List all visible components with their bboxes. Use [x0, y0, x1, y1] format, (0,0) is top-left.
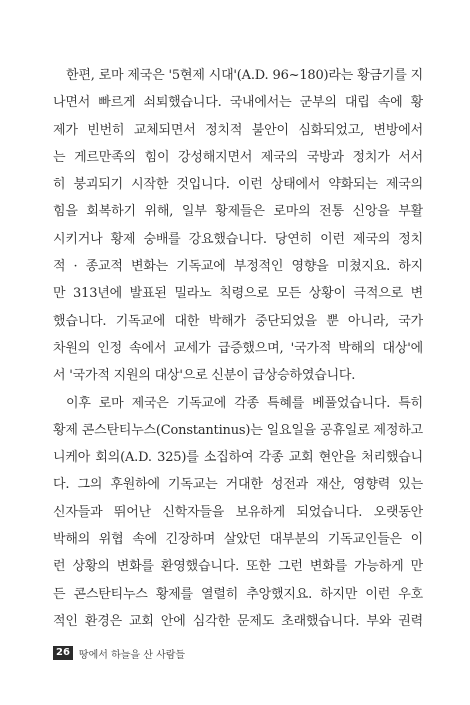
- text-line: 신자들과 뛰어난 신학자들을 보유하게 되었습니다. 오랫동안: [53, 504, 423, 520]
- text-line: 적 · 종교적 변화는 기독교에 부정적인 영향을 미쳤지요. 하지: [53, 259, 423, 275]
- text-line: 제가 빈번히 교체되면서 정치적 불안이 심화되었고, 변방에서: [53, 122, 423, 138]
- text-line: 히 붕괴되기 시작한 것입니다. 이런 상태에서 약화되는 제국의: [53, 177, 423, 193]
- text-line: 했습니다. 기독교에 대한 박해가 중단되었을 뿐 아니라, 국가: [53, 313, 423, 329]
- text-line: 서 '국가적 지원의 대상'으로 신분이 급상승하였습니다.: [53, 368, 356, 384]
- text-line: 든 콘스탄티누스 황제를 열렬히 추앙했지요. 하지만 이런 우호: [53, 586, 423, 602]
- text-line: 만 313년에 발표된 밀라노 칙령으로 모든 상황이 극적으로 변: [53, 286, 423, 302]
- text-line: 이후 로마 제국은 기독교에 각종 특혜를 베풀었습니다. 특히: [66, 395, 423, 411]
- text-line: 니케아 회의(A.D. 325)를 소집하여 각종 교회 현안을 처리했습니: [53, 450, 423, 466]
- text-line: 는 게르만족의 힘이 강성해지면서 제국의 국방과 정치가 서서: [53, 149, 423, 165]
- text-line: 런 상황의 변화를 환영했습니다. 또한 그런 변화를 가능하게 만: [53, 559, 423, 575]
- text-line: 박해의 위협 속에 긴장하며 살았던 대부분의 기독교인들은 이: [53, 532, 423, 548]
- text-line: 나면서 빠르게 쇠퇴했습니다. 국내에서는 군부의 대립 속에 황: [53, 95, 423, 111]
- page-footer: [53, 645, 185, 661]
- book-title: 땅에서 하늘을 산 사람들: [78, 649, 186, 661]
- text-line: 다. 그의 후원하에 기독교는 거대한 성전과 재산, 영향력 있는: [53, 477, 423, 493]
- page-number: 26: [53, 646, 73, 660]
- text-line: 시키거나 황제 숭배를 강요했습니다. 당연히 이런 제국의 정치: [53, 231, 423, 247]
- text-line: 황제 콘스탄티누스(Constantinus)는 일요일을 공휴일로 제정하고: [53, 422, 423, 438]
- text-line: 힘을 회복하기 위해, 일부 황제들은 로마의 전통 신앙을 부활: [53, 204, 423, 220]
- text-line: 차원의 인정 속에서 교세가 급증했으며, '국가적 박해의 대상'에: [53, 340, 423, 356]
- body-text: [53, 62, 423, 635]
- text-line: 한편, 로마 제국은 '5현제 시대'(A.D. 96~180)라는 황금기를 지: [66, 68, 423, 83]
- text-line: 적인 환경은 교회 안에 심각한 문제도 초래했습니다. 부와 권력: [53, 613, 423, 629]
